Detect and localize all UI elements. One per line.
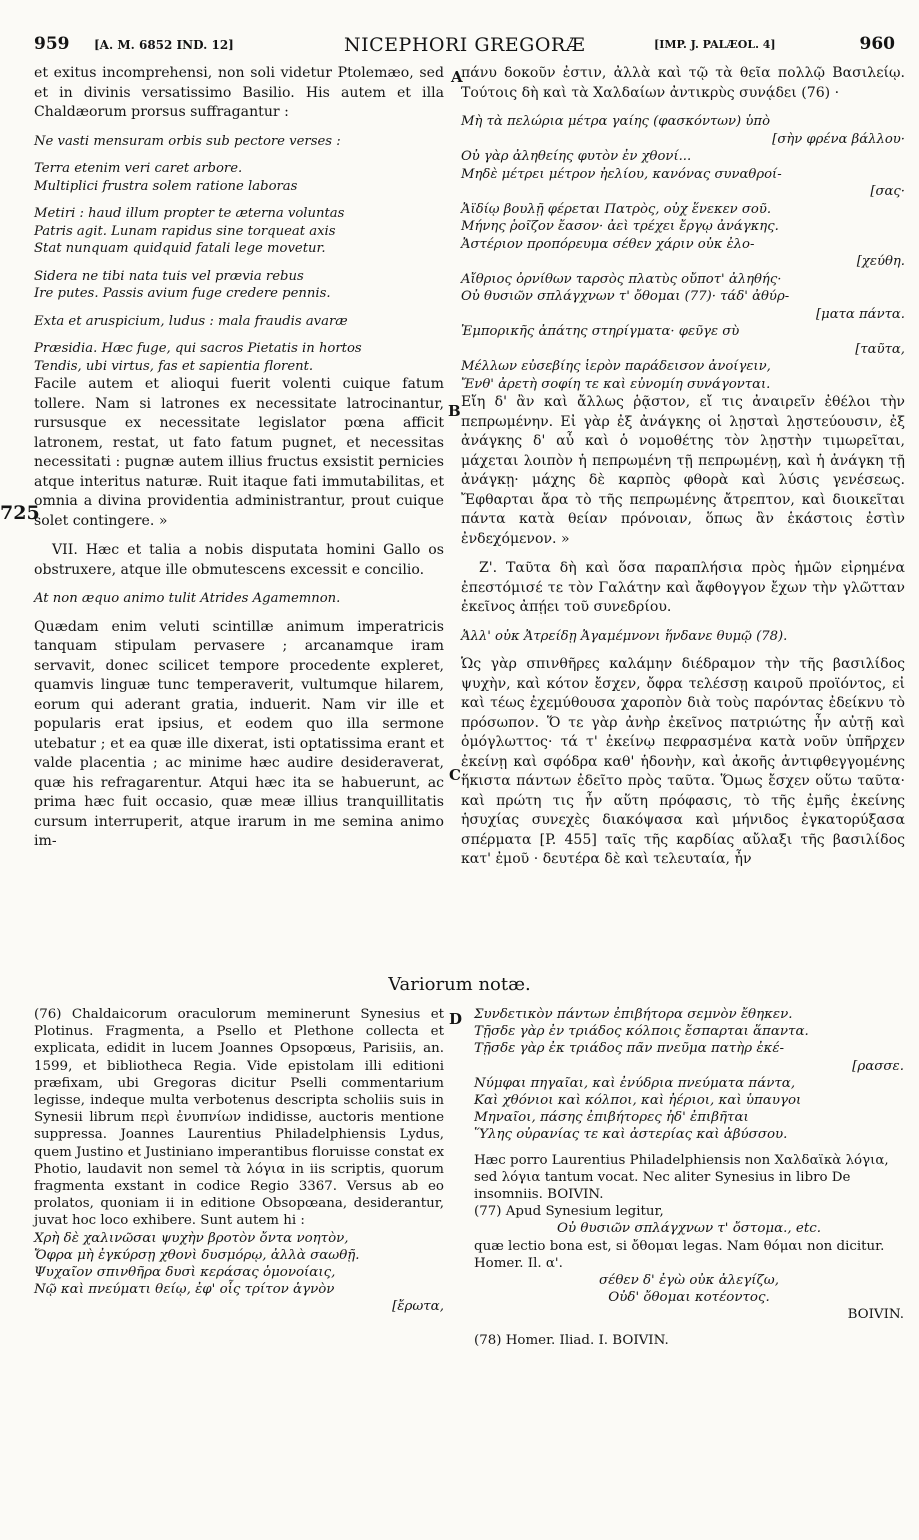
left-running-tag: [A. M. 6852 IND. 12]: [94, 38, 234, 52]
latin-paragraph-1: et exitus incomprehensi, non soli videtur Ptolemæo, sed et in divinis versatissimo Basilio. His autem et illa Chaldæorum prorsus suffragantur :: [34, 65, 444, 120]
note-boivin-comment: Hæc porro Laurentius Philadelphiensis non Χαλδαϊκὰ λόγια, sed λόγια tantum vocat. Nec aliter Synesius in libro De insomniis. BOIVIN.: [474, 1152, 889, 1203]
latin-verse: Terra etenim veri caret arbore.: [34, 161, 243, 176]
greek-paragraph-2: Εἴη δ' ἂν καὶ ἄλλως ῥᾷστον, εἴ τις ἀναιρεῖν ἐθέλοι τὴν πεπρωμένην. Εἰ γὰρ ἐξ ἀνάγκης οἱ λῃσταὶ λῃστεύουσιν, ἐξ ἀνάγκης δ' αὖ καὶ ὁ νομοθέτης τὸν λῃστὴν τιμωρεῖται, μάχεται λοιπὸν ἡ πεπρωμένη τῇ πεπρωμένῃ, καὶ ἡ ἀνάγκη τῇ ἀνάγκῃ· μάχης δὲ καρπὸς φθορὰ καὶ λύσις γενέσεως. Ἔφθαρται ἄρα τὸ τῆς πεπρωμένης ἄτρεπτον, καὶ διοικεῖται πάντα κατὰ θείαν πρόνοιαν, ὅπως ἂν ἑκάστοις ἐστὶν ἐνδεχόμενον. »: [461, 394, 905, 547]
note-greek-verse: Οὐδ' ὄθομαι κοτέοντος.: [608, 1290, 770, 1306]
greek-verse: Αἴθριος ὀρνίθων ταρσὸς πλατὺς οὔποτ' ἀληθής·: [461, 271, 782, 287]
greek-paragraph-4: Ὡς γὰρ σπινθῆρες καλάμην διέδραμον τὴν τῆς βασιλίδος ψυχὴν, καὶ κότον ἔσχεν, ὄφρα τελέσσῃ καιροῦ προϊόντος, εἰ καὶ τέως ἐχεμύθουσα χαροπὸν διὰ τοὺς παρόντας ἐδείκνυ τὸ πρόσωπον. Ὅ τε γὰρ ἀνὴρ ἐκεῖνος πατριώτης ἦν αὐτῇ καὶ ὁμόγλωττος· τά τ' ἐκείνῳ πεφρασμένα κατὰ νοῦν ὑπῆρχεν ἐκείνῃ καὶ σφόδρα καθ' ἡδονὴν, καὶ ἀκοῆς ἀντιφθεγγομένης ἥκιστα πάντων ἐδεῖτο πρὸς ταῦτα. Ὅμως ἔσχεν οὕτω ταῦτα· καὶ πρώτη τις ἦν αὕτη πρόφασις, τὸ τῆς ἐμῆς ἐκείνης ἡσυχίας συνεχὲς διακόψασα καὶ μήνιδος ἐγκατορύξασα σπέρματα [P. 455] ταῖς τῆς καρδίας αὔλαξι τῆς βασιλίδος κατ' ἐμοῦ · δευτέρα δὲ καὶ τελευταία, ἦν: [461, 656, 905, 867]
greek-verse: Οὐ γὰρ ἀληθείης φυτὸν ἐν χθονί...: [461, 149, 692, 164]
latin-verse: Metiri : haud illum propter te æterna voluntas: [34, 206, 345, 221]
note-greek-verse: Τῇσδε γὰρ ἐκ τριάδος πᾶν πνεῦμα πατὴρ ἐκέ-: [474, 1041, 785, 1057]
margin-letter-b: B: [448, 402, 461, 420]
latin-paragraph-2: Facile autem et alioqui fuerit volenti cuique fatum tollere. Nam si latrones ex necessitate latrocinantur, rursusque ex necessitate legislator pœna afficit latronem, restat, ut fato fatum pugnet, et necessitas necessitati : pugnæ autem illius fructus exsistit pernicies atque interitus naturæ. Ruit itaque fati immutabilitas, et omnia a divina providentia administrantur, prout cuique solet contingere. »: [34, 376, 444, 529]
greek-verse: Μήνης ῥοῖζον ἔασον· ἀεὶ τρέχει ἔργῳ ἀνάγκης.: [461, 219, 779, 234]
note-greek-verse: Μηναῖοι, πάσης ἐπιβήτορες ἠδ' ἐπιβῆται: [474, 1110, 749, 1126]
notes-right-column: [474, 1006, 904, 1349]
latin-column: [34, 64, 444, 852]
latin-verse: Multiplici frustra solem ratione laboras: [34, 178, 298, 194]
notes-left-column: [34, 1006, 444, 1316]
left-page-number: 959: [34, 34, 70, 54]
latin-verse: At non æquo animo tulit Atrides Agamemnon.: [34, 591, 341, 606]
note-greek-verse: Ψυχαῖον σπινθῆρα δυσὶ κεράσας ὁμονοίαις,: [34, 1265, 336, 1281]
note-greek-verse: Νῷ καὶ πνεύματι θείῳ, ἐφ' οἷς τρίτον ἁγνὸν: [34, 1282, 335, 1298]
greek-verse: [χεύθη.: [856, 254, 905, 269]
note-greek-verse: Ὕλης οὐρανίας τε καὶ ἀστερίας καὶ ἀβύσσου.: [474, 1127, 788, 1143]
greek-verse: Ἐμπορικῆς ἀπάτης στηρίγματα· φεῦγε σὺ: [461, 324, 740, 339]
note-77-comment: quæ lectio bona est, si ὄθομαι legas. Nam θόμαι non dicitur. Homer. Il. α'.: [474, 1238, 885, 1271]
greek-verse: Μὴ τὰ πελώρια μέτρα γαίης (φασκόντων) ὑπὸ: [461, 114, 771, 129]
greek-verse: [σας·: [870, 184, 905, 199]
latin-paragraph-3: VII. Hæc et talia a nobis disputata homini Gallo os obstruxere, atque ille obmutescens excessit e concilio.: [34, 542, 444, 578]
latin-paragraph-4: Quædam enim veluti scintillæ animum imperatricis tanquam stipulam pervasere ; arcanamque iram servavit, donec scilicet tempore procedente expleret, quamvis linguæ tunc temperaverit, vultumque hilarem, eorum qui aderant gratia, induerit. Nam vir ille et popularis erat ipsius, et eodem quo illa sermone utebatur ; et ea quæ ille dixerat, isti optatissima erant et valde placentia ; ac minime hæc audire desideraverat, quæ his refragarentur. Atqui hæc ita se habuerunt, ac prima hæc fuit occasio, quæ meæ illius tranquillitatis cursum interruperit, atque irarum in me semina animo im-: [34, 618, 444, 849]
note-greek-verse: Συνδετικὸν πάντων ἐπιβήτορα σεμνὸν ἔθηκεν.: [474, 1007, 793, 1022]
margin-letter-a: A: [451, 68, 463, 86]
note-boivin-signature: BOIVIN.: [847, 1307, 904, 1323]
margin-letter-d: D: [449, 1010, 463, 1028]
latin-verse: Sidera ne tibi nata tuis vel prævia rebus: [34, 268, 304, 284]
greek-paragraph-1: πάνυ δοκοῦν ἐστιν, ἀλλὰ καὶ τῷ τὰ θεῖα πολλῷ Βασιλείῳ. Τούτοις δὴ καὶ τὰ Χαλδαίων ἀντικρὺς συνᾴδει (76) ·: [461, 65, 905, 101]
note-greek-verse: Οὐ θυσιῶν σπλάγχνων τ' ὄστομα., etc.: [557, 1221, 821, 1237]
greek-verse: Μέλλων εὐσεβίης ἱερὸν παράδεισον ἀνοίγειν,: [461, 359, 771, 374]
greek-verse: Ἔνθ' ἀρετὴ σοφίη τε καὶ εὐνομίη συνάγονται.: [461, 376, 771, 392]
latin-verse: Præsidia. Hæc fuge, qui sacros Pietatis in hortos: [34, 341, 362, 356]
right-running-tag: [IMP. J. PALÆOL. 4]: [654, 38, 776, 51]
note-greek-verse: Τῇσδε γὰρ ἐν τριάδος κόλποις ἔσπαρται ἅπαντα.: [474, 1024, 809, 1040]
note-greek-verse: σέθεν δ' ἐγὼ οὐκ ἀλεγίζω,: [599, 1273, 779, 1289]
greek-verse: Μηδὲ μέτρει μέτρον ἠελίου, κανόνας συναθροί-: [461, 166, 782, 182]
greek-verse: Οὐ θυσιῶν σπλάγχνων τ' ὄθομαι (77)· τάδ' ἀθύρ-: [461, 289, 790, 304]
note-greek-verse: Νύμφαι πηγαῖαι, καὶ ἐνύδρια πνεύματα πάντα,: [474, 1075, 796, 1091]
note-78: (78) Homer. Iliad. I. BOIVIN.: [474, 1332, 669, 1348]
latin-verse: Ne vasti mensuram orbis sub pectore verses :: [34, 133, 341, 149]
greek-column: [461, 64, 905, 870]
right-page-number: 960: [859, 34, 895, 54]
greek-verse: [ταῦτα,: [855, 341, 905, 357]
main-columns: [0, 64, 905, 969]
note-greek-verse: [ἔρωτα,: [392, 1299, 444, 1315]
greek-verse: Ἀλλ' οὐκ Ἀτρείδῃ Ἀγαμέμνονι ἥνδανε θυμῷ (78).: [461, 628, 788, 644]
latin-verse: Ire putes. Passis avium fuge credere pennis.: [34, 286, 331, 301]
note-76: (76) Chaldaicorum oraculorum meminerunt Synesius et Plotinus. Fragmenta, a Psello et Plethone collecta et explicata, edidit in lucem Joannes Opsopœus, Parisiis, an. 1599, et bibliotheca Regia. Vide epistolam illi editioni præfixam, ubi Gregoras dicitur Pselli commentarium legisse, indeque multa verbotenus descripta scholiis suis in Synesii librum περὶ ἐνυπνίων indidisse, auctoris mentione suppressa. Joannes Laurentius Philadelphiensis Lydus, quem Justino et Justiniano imperantibus floruisse constat ex Photio, laudavit non semel τὰ λόγια in iis scriptis, quorum fragmenta exstant in codice Regio 3367. Versus ab eo prolatos, quoniam ii in editione Obsopœana, desiderantur, juvat hoc loco exhibere. Sunt autem hi :: [34, 1007, 444, 1229]
margin-letter-c: C: [449, 766, 461, 784]
note-greek-verse: Χρὴ δὲ χαλινῶσαι ψυχὴν βροτὸν ὄντα νοητὸν,: [34, 1230, 349, 1246]
note-greek-verse: Ὄφρα μὴ ἐγκύρσῃ χθονὶ δυσμόρῳ, ἀλλὰ σαωθῇ.: [34, 1247, 360, 1263]
greek-verse: Ἀστέριον προπόρευμα σέθεν χάριν οὐκ ἐλο-: [461, 236, 755, 252]
greek-verse: [ματα πάντα.: [816, 306, 905, 322]
latin-verse: Stat nunquam quidquid fatali lege movetur.: [34, 241, 326, 256]
note-greek-verse: [ρασσε.: [852, 1058, 904, 1074]
page-header: [34, 28, 895, 58]
latin-verse: Tendis, ubi virtus, fas et sapientia florent.: [34, 358, 314, 374]
greek-verse: [σὴν φρένα βάλλου·: [772, 131, 905, 147]
note-greek-verse: Καὶ χθόνιοι καὶ κόλποι, καὶ ἠέριοι, καὶ ὑπαυγοι: [474, 1093, 802, 1109]
running-title: NICEPHORI GREGORÆ: [344, 34, 586, 56]
notes-heading: Variorum notæ.: [388, 974, 531, 995]
margin-page-number: 725: [0, 502, 40, 524]
greek-verse: Ἀϊδίῳ βουλῇ φέρεται Πατρὸς, οὐχ ἕνεκεν σοῦ.: [461, 201, 772, 217]
notes-section: [34, 1006, 904, 1526]
latin-verse: Patris agit. Lunam rapidus sine torqueat axis: [34, 223, 336, 239]
greek-paragraph-3: Ζ'. Ταῦτα δὴ καὶ ὅσα παραπλήσια πρὸς ἡμῶν εἰρημένα ἐπεστόμισέ τε τὸν Γαλάτην καὶ ἄφθογγον ἔχων τὴν γλῶτταν ἐκεῖνος ἀπῄει τοῦ συνεδρίου.: [461, 560, 905, 615]
latin-verse: Exta et aruspicium, ludus : mala fraudis avaræ: [34, 313, 348, 329]
note-77: (77) Apud Synesium legitur,: [474, 1204, 664, 1220]
